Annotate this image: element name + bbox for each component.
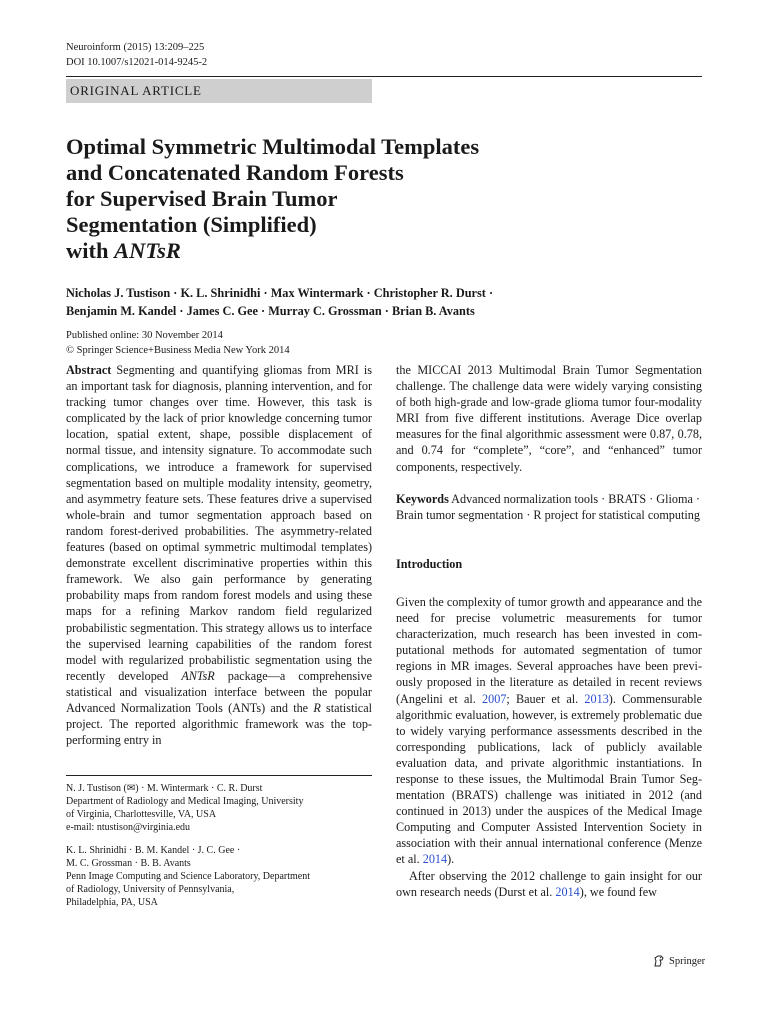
intro-text: Given the complexity of tumor growth and appearance and the need for precise volumetric measurements for tumor characterization, much research has been invested in computational methods for automated segmentation of tumor regions in MR images. Several approaches have been previously proposed in the literature as detailed in recent reviews (Angelini et al. bbox=[396, 594, 702, 706]
title-line: Optimal Symmetric Multimodal Templates bbox=[66, 134, 480, 159]
intro-text: After observing the 2012 challenge to gain insight for our own research needs (Durst et al. bbox=[396, 868, 702, 899]
footnote-line: M. C. Grossman · B. B. Avants bbox=[66, 858, 191, 869]
citation-link[interactable]: 2007 bbox=[482, 691, 507, 706]
published-date: Published online: 30 November 2014 bbox=[66, 330, 223, 341]
abstract-label: Abstract bbox=[66, 363, 112, 377]
right-column bbox=[396, 362, 702, 900]
abstract-continued: the MICCAI 2013 Multimodal Brain Tumor Segmentation challenge. The challenge data were widely varying consisting of both high-grade and low-grade glioma tumor four-modality MRI from five different institutions. Average Dice overlap measures for the final algorithmic assessment were 0.87, 0.78, and 0.74 for “complete”, “core”, and “enhanced” tumor components, respectively. bbox=[396, 363, 702, 474]
title-line: Segmentation (Simplified) bbox=[66, 212, 317, 237]
footnote-line: Philadelphia, PA, USA bbox=[66, 897, 158, 908]
keywords bbox=[396, 491, 702, 523]
abstract-text: Segmenting and quantifying gliomas from MRI is an important task for diagnosis, planning intervention, and for tracking tumor changes over time. However, this task is complicated by the lack of prior knowledge concerning tumor location, spatial extent, shape, possible displacement of normal tissue, and intensity signature. To accommodate such complications, we introduce a framework for supervised segmentation based on multiple modality intensity, geometry, and asymmetry feature sets. These features drive a supervised whole-brain and tumor segmentation approach based on random forest-derived probabilities. The asymmetry-related features (based on optimal symmetric multimodal templates) demonstrate excellent discriminative properties within this framework. We also gain performance by generating probability maps from random forest models and using these maps for a refining Markov random field regularized probabilistic segmentation. This strategy allows us to interface the supervised learning capabilities of the random forest model with regularized probabilistic segmentation using the recently developed bbox=[66, 363, 372, 683]
footnote-line: K. L. Shrinidhi · B. M. Kandel · J. C. Gee · bbox=[66, 845, 241, 856]
intro-text: ), we found few bbox=[579, 884, 657, 899]
publisher-name: Springer bbox=[669, 955, 706, 967]
intro-text: ). bbox=[447, 852, 455, 867]
header-rule bbox=[66, 76, 702, 77]
title-antsr: ANTsR bbox=[114, 238, 181, 263]
antsr-term: ANTsR bbox=[181, 668, 215, 683]
introduction-heading: Introduction bbox=[396, 556, 463, 571]
author-line: Nicholas J. Tustison · K. L. Shrinidhi · Max Wintermark · Christopher R. Durst · bbox=[66, 286, 494, 300]
author-list bbox=[66, 284, 702, 320]
doi-link[interactable]: DOI 10.1007/s12021-014-9245-2 bbox=[66, 57, 208, 68]
abstract-text: package—a comprehensive statistical and visualization interface between the popular Advanced Normalization Tools (ANTs) and the bbox=[66, 668, 372, 715]
footnote-rule bbox=[66, 775, 372, 776]
intro-text: ; Bauer et al. bbox=[506, 691, 585, 706]
copyright-notice: © Springer Science+Business Media New York 2014 bbox=[66, 345, 290, 356]
footnote-line: of Radiology, University of Pennsylvania, bbox=[66, 884, 235, 895]
footnote-line: Department of Radiology and Medical Imaging, University bbox=[66, 796, 304, 807]
citation-link[interactable]: 2014 bbox=[422, 852, 448, 867]
journal-meta bbox=[66, 40, 207, 70]
paper-title bbox=[66, 134, 586, 264]
contact-email[interactable]: e-mail: ntustison@virginia.edu bbox=[66, 822, 191, 833]
author-line: Benjamin M. Kandel · James C. Gee · Murray C. Grossman · Brian B. Avants bbox=[66, 304, 475, 318]
title-prefix: with bbox=[66, 238, 115, 263]
left-column bbox=[66, 362, 372, 748]
journal-citation: Neuroinform (2015) 13:209–225 bbox=[66, 42, 205, 53]
footnote-line: N. J. Tustison (✉) · M. Wintermark · C. R. Durst bbox=[66, 783, 263, 794]
title-line: for Supervised Brain Tumor bbox=[66, 186, 338, 211]
keywords-text: Advanced normalization tools · BRATS · Glioma · Brain tumor segmentation · R project for statistical computing bbox=[396, 491, 700, 522]
intro-paragraph-2 bbox=[396, 868, 702, 900]
r-term: R bbox=[313, 700, 321, 715]
keywords-label: Keywords bbox=[396, 491, 449, 506]
footnote-line: of Virginia, Charlottesville, VA, USA bbox=[66, 809, 217, 820]
title-line bbox=[66, 238, 586, 264]
publication-info bbox=[66, 328, 290, 358]
citation-link[interactable]: 2014 bbox=[555, 884, 580, 899]
abstract-text: statistical project. The reported algorithmic framework was the top-performing entry in bbox=[66, 700, 373, 748]
intro-text: ). Commensurable algorithmic evaluation, however, is extremely problematic due to widely varying performance assessments described in the corresponding publications, lack of publicly available evaluation data, and private algorithmic instantiations. In response to these issues, the Multimodal Brain Tumor Segmentation (BRATS) challenge was initiated in 2012 (and continued in 2013) under the auspices of the Medical Image Computing and Computer Assisted Intervention Society in association with their annual international conference (Menze et al. bbox=[396, 691, 702, 867]
publisher-logo bbox=[652, 954, 705, 968]
affiliations-footnote bbox=[66, 782, 372, 909]
footnote-gap bbox=[66, 834, 372, 844]
springer-horse-icon bbox=[652, 954, 666, 968]
abstract bbox=[66, 362, 372, 748]
title-line: and Concatenated Random Forests bbox=[66, 160, 404, 185]
footnote-line: Penn Image Computing and Science Laboratory, Department bbox=[66, 871, 310, 882]
intro-paragraph-1 bbox=[396, 594, 702, 868]
citation-link[interactable]: 2013 bbox=[584, 691, 609, 706]
article-type-label: ORIGINAL ARTICLE bbox=[66, 79, 372, 103]
